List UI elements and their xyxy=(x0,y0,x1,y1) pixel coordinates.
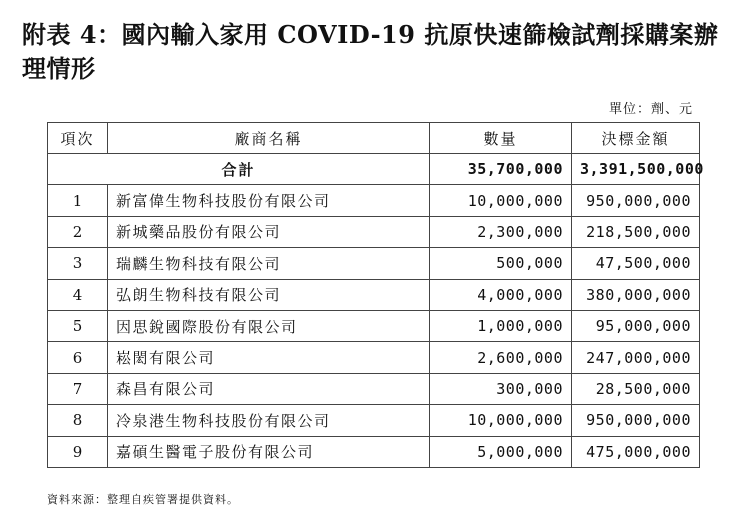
total-label: 合計 xyxy=(48,154,430,185)
row-award-amount: 47,500,000 xyxy=(572,248,700,279)
row-item-no: 8 xyxy=(48,405,108,436)
table-row xyxy=(48,342,700,373)
row-quantity: 300,000 xyxy=(430,373,572,404)
total-row xyxy=(48,154,700,185)
table-row xyxy=(48,248,700,279)
table-row xyxy=(48,216,700,247)
total-amount: 3,391,500,000 xyxy=(572,154,700,185)
header-quantity: 數量 xyxy=(430,123,572,154)
row-award-amount: 95,000,000 xyxy=(572,310,700,341)
row-award-amount: 475,000,000 xyxy=(572,436,700,467)
row-award-amount: 950,000,000 xyxy=(572,405,700,436)
row-item-no: 6 xyxy=(48,342,108,373)
table-row xyxy=(48,310,700,341)
header-vendor-name: 廠商名稱 xyxy=(108,123,430,154)
row-quantity: 5,000,000 xyxy=(430,436,572,467)
row-vendor-name: 嘉碩生醫電子股份有限公司 xyxy=(108,436,430,467)
row-quantity: 4,000,000 xyxy=(430,279,572,310)
row-vendor-name: 崧閎有限公司 xyxy=(108,342,430,373)
row-quantity: 2,300,000 xyxy=(430,216,572,247)
unit-note: 單位：劑、元 xyxy=(608,102,693,117)
row-vendor-name: 冷泉港生物科技股份有限公司 xyxy=(108,405,430,436)
table-row xyxy=(48,279,700,310)
row-quantity: 1,000,000 xyxy=(430,310,572,341)
row-item-no: 4 xyxy=(48,279,108,310)
header-award-amount: 決標金額 xyxy=(572,123,700,154)
row-quantity: 2,600,000 xyxy=(430,342,572,373)
row-vendor-name: 因思銳國際股份有限公司 xyxy=(108,310,430,341)
row-item-no: 2 xyxy=(48,216,108,247)
row-quantity: 10,000,000 xyxy=(430,405,572,436)
row-vendor-name: 森昌有限公司 xyxy=(108,373,430,404)
row-vendor-name: 瑞麟生物科技有限公司 xyxy=(108,248,430,279)
row-award-amount: 950,000,000 xyxy=(572,185,700,216)
procurement-table xyxy=(47,122,704,468)
row-award-amount: 247,000,000 xyxy=(572,342,700,373)
row-quantity: 10,000,000 xyxy=(430,185,572,216)
table-header-row xyxy=(48,123,700,154)
table-row xyxy=(48,185,700,216)
table-row xyxy=(48,373,700,404)
row-item-no: 7 xyxy=(48,373,108,404)
row-item-no: 3 xyxy=(48,248,108,279)
row-award-amount: 218,500,000 xyxy=(572,216,700,247)
row-item-no: 1 xyxy=(48,185,108,216)
document-title: 附表 4：國內輸入家用 COVID-19 抗原快速篩檢試劑採購案辦理情形 xyxy=(22,20,719,83)
row-vendor-name: 新城藥品股份有限公司 xyxy=(108,216,430,247)
row-vendor-name: 弘朗生物科技有限公司 xyxy=(108,279,430,310)
row-award-amount: 28,500,000 xyxy=(572,373,700,404)
table-row xyxy=(48,405,700,436)
table-row xyxy=(48,436,700,467)
header-item-no: 項次 xyxy=(48,123,108,154)
row-vendor-name: 新富偉生物科技股份有限公司 xyxy=(108,185,430,216)
row-item-no: 5 xyxy=(48,310,108,341)
row-award-amount: 380,000,000 xyxy=(572,279,700,310)
source-note: 資料來源：整理自疾管署提供資料。 xyxy=(47,493,239,506)
row-item-no: 9 xyxy=(48,436,108,467)
total-quantity: 35,700,000 xyxy=(430,154,572,185)
row-quantity: 500,000 xyxy=(430,248,572,279)
